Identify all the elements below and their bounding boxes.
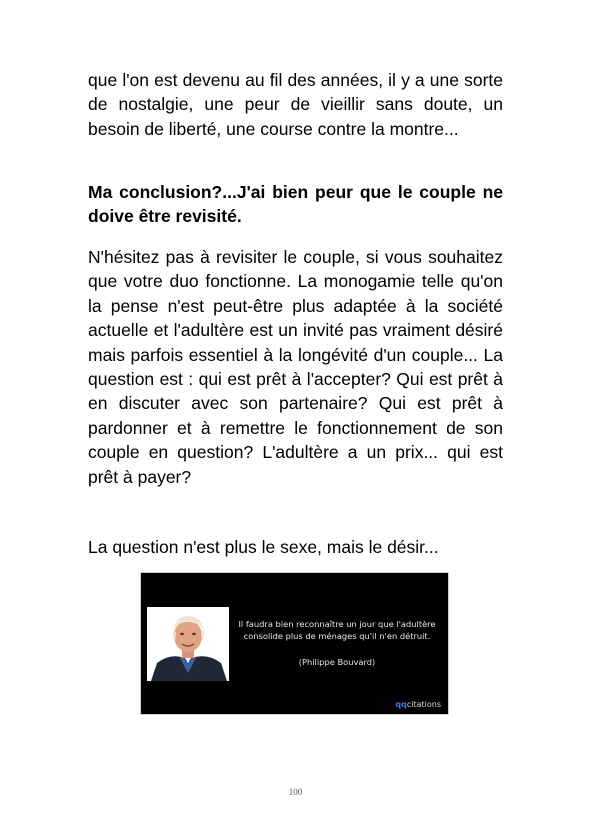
brand-logo xyxy=(395,700,441,709)
page-number: 100 xyxy=(288,787,303,797)
quote-image-card xyxy=(141,573,448,714)
author-portrait-image xyxy=(147,607,229,681)
brand-logo-prefix: qq xyxy=(395,700,407,709)
quote-author: (Philippe Bouvard) xyxy=(298,657,376,667)
paragraph-conclusion: Ma conclusion?...J'ai bien peur que le couple ne doive être revisité. xyxy=(88,182,503,227)
paragraph-nostalgia: que l'on est devenu au fil des années, il y a une sorte de nostalgie, une peur de vieillir sans doute, un besoin de liberté, une course contre la montre... xyxy=(88,70,503,139)
brand-logo-suffix: citations xyxy=(406,700,441,709)
paragraph-revisit-couple: N'hésitez pas à revisiter le couple, si vous souhaitez que votre duo fonctionne. La monogamie telle qu'on la pense n'est peut-être plus adaptée à la société actuelle et l'adultère est un invité pas vraiment désiré mais parfois essentiel à la longévité d'un couple... La question est : qui est prêt à l'accepter? Qui est prêt à en discuter avec son partenaire? Qui est prêt à pardonner et à remettre le fonctionnement de son couple en question? L'adultère a un prix... qui est prêt à payer? xyxy=(88,247,503,487)
paragraph-desire: La question n'est plus le sexe, mais le désir... xyxy=(88,537,439,557)
portrait-illustration xyxy=(147,607,229,681)
quote-text: Il faudra bien reconnaître un jour que l'adultère consolide plus de ménages qu'il n'en détruit. xyxy=(238,619,436,641)
